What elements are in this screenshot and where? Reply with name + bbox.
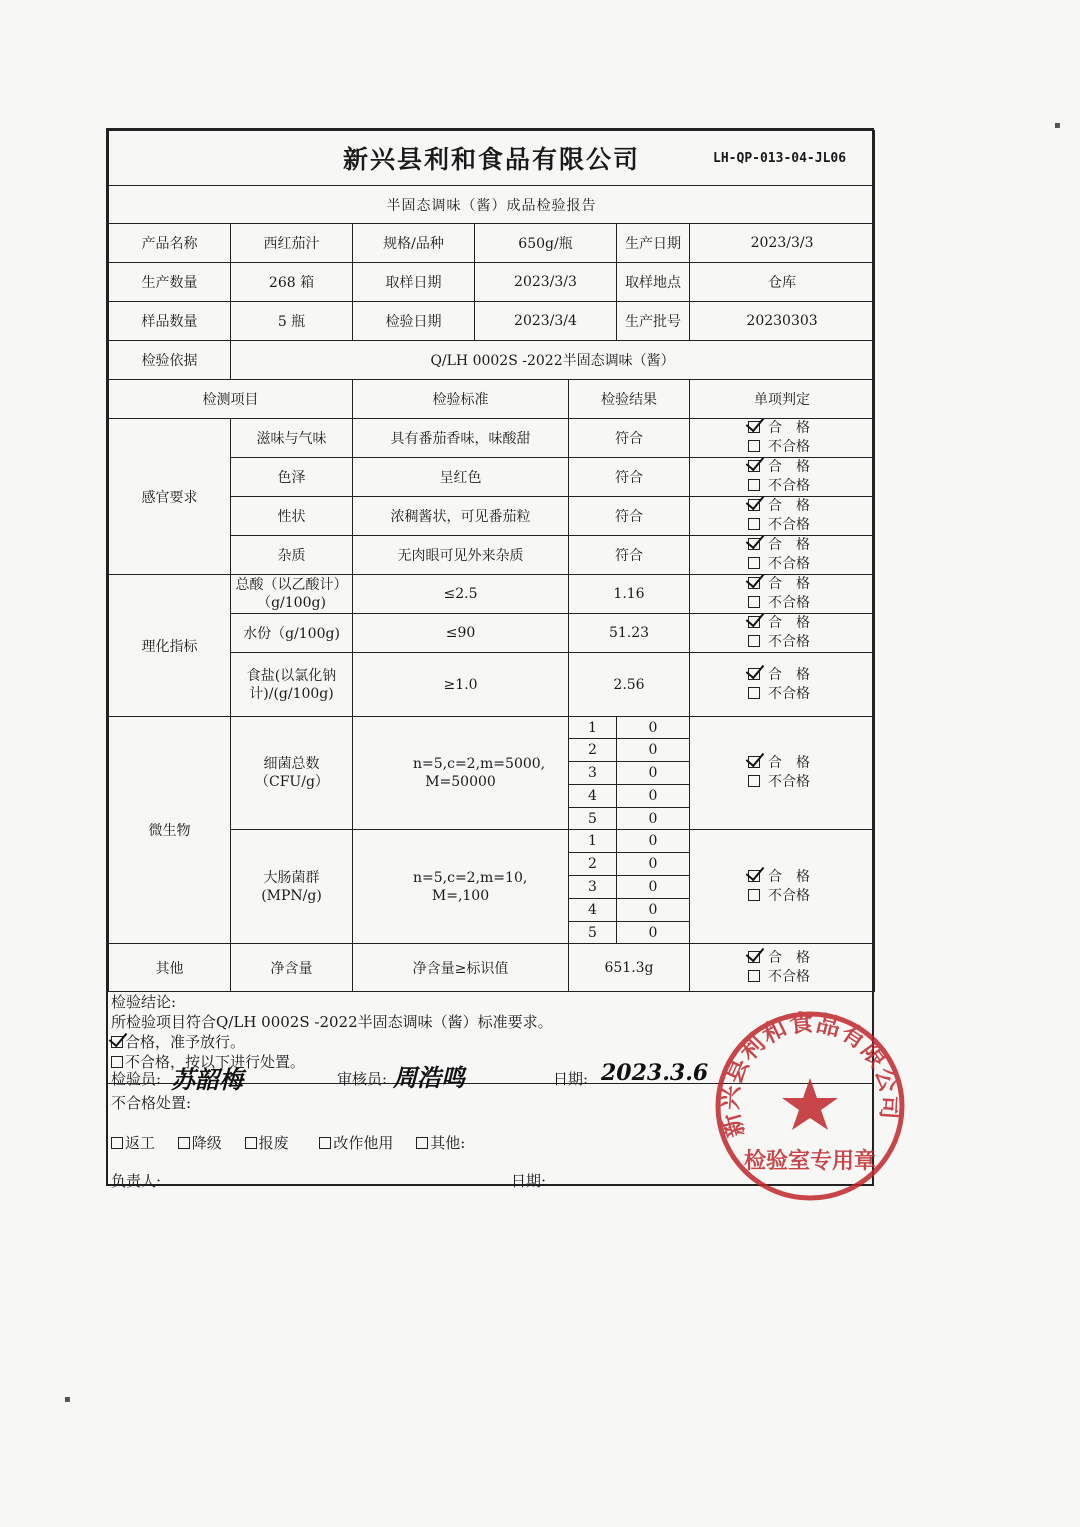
sample-qty-value: 5 瓶 [231,302,353,341]
pass-checkbox[interactable] [748,538,760,550]
judgement-cell [690,717,875,830]
sample-number: 1 [569,830,617,853]
fail-label: 不合格 [768,517,810,533]
col-header-standard: 检验标准 [353,380,569,419]
test-date-value: 2023/3/4 [475,302,617,341]
disposal-label: 不合格处置: [111,1094,192,1112]
sample-value: 0 [617,876,690,899]
inspector-signature: 苏韶梅 [171,1065,243,1094]
judgement-cell [690,614,875,653]
table-row-standard: n=5,c=2,m=10, M=,100 [353,830,569,944]
basis-value: Q/LH 0002S -2022半固态调味（酱） [231,341,875,380]
company-header [109,131,875,186]
fail-label: 不合格 [768,556,810,572]
table-row-result: 符合 [569,536,690,575]
table-row-standard: n=5,c=2,m=5000, M=50000 [353,717,569,830]
test-date-label: 检验日期 [353,302,475,341]
pass-checkbox[interactable] [748,668,760,680]
signed-date: 2023.3.6 [601,1060,709,1086]
judgement-cell [690,497,875,536]
sample-value: 0 [617,808,690,830]
table-row-result: 51.23 [569,614,690,653]
repurpose-label: 改作他用 [333,1134,394,1152]
sample-place-label: 取样地点 [617,263,690,302]
sample-value: 0 [617,830,690,853]
fail-label: 不合格 [768,478,810,494]
pass-checkbox[interactable] [748,421,760,433]
company-name: 新兴县利和食品有限公司 [343,145,641,174]
table-row-item: 净含量 [231,944,353,992]
fail-checkbox[interactable] [748,635,760,647]
table-row-result: 符合 [569,497,690,536]
sample-number: 3 [569,876,617,899]
table-row-item: 杂质 [231,536,353,575]
conclusion-fail-checkbox[interactable] [111,1056,123,1068]
sample-qty-label: 样品数量 [109,302,231,341]
sample-value: 0 [617,922,690,944]
scrap-checkbox[interactable] [245,1137,257,1149]
rework-label: 返工 [125,1134,156,1152]
table-row-standard: ≤2.5 [353,575,569,614]
inspection-seal-stamp [712,1008,908,1204]
sample-number: 4 [569,785,617,808]
sample-number: 5 [569,808,617,830]
fail-label: 不合格 [768,439,810,455]
pass-label: 合 格 [768,868,810,885]
fail-label: 不合格 [768,774,810,790]
fail-label: 不合格 [768,685,810,702]
scan-speck: ▪ [1054,120,1061,131]
col-header-result: 检验结果 [569,380,690,419]
production-date-label: 生产日期 [617,224,690,263]
micro-group-label: 微生物 [109,717,231,944]
table-row-standard: 具有番茄香味，味酸甜 [353,419,569,458]
pass-label: 合 格 [768,949,810,966]
seal-ring-text: 新兴县利和食品有限公司 [714,1008,906,1141]
table-row-result: 2.56 [569,653,690,717]
sample-place-value: 仓库 [690,263,875,302]
physchem-group-label: 理化指标 [109,575,231,717]
judgement-cell [690,653,875,717]
fail-checkbox[interactable] [748,479,760,491]
judgement-cell [690,944,875,992]
fail-label: 不合格 [768,887,810,904]
report-table [108,130,875,992]
basis-label: 检验依据 [109,341,231,380]
table-row-standard: 净含量≥标识值 [353,944,569,992]
conclusion-fail-label: 不合格，按以下进行处置。 [125,1053,306,1071]
seal-bottom-text: 检验室专用章 [743,1148,877,1174]
other-group-label: 其他 [109,944,231,992]
downgrade-label: 降级 [191,1134,222,1152]
pass-label: 合 格 [768,576,810,592]
sample-value: 0 [617,762,690,785]
product-name-label: 产品名称 [109,224,231,263]
table-row-standard: 浓稠酱状，可见番茄粒 [353,497,569,536]
table-row-item: 总酸（以乙酸计）（g/100g) [231,575,353,614]
col-header-judgement: 单项判定 [690,380,875,419]
fail-checkbox[interactable] [748,970,760,982]
table-row-item: 性状 [231,497,353,536]
inspector-label: 检验员: [111,1070,162,1088]
table-row-item: 滋味与气味 [231,419,353,458]
pass-label: 合 格 [768,498,810,514]
fail-checkbox[interactable] [748,440,760,452]
pass-label: 合 格 [768,459,810,475]
sample-number: 1 [569,717,617,739]
fail-checkbox[interactable] [748,557,760,569]
sample-date-label: 取样日期 [353,263,475,302]
other-checkbox[interactable] [416,1137,428,1149]
sample-value: 0 [617,785,690,808]
sample-value: 0 [617,739,690,762]
svg-text:新兴县利和食品有限公司 [714,1008,905,1141]
quantity-label: 生产数量 [109,263,231,302]
table-row-item: 食盐(以氯化钠计)/(g/100g) [231,653,353,717]
pass-checkbox[interactable] [748,951,760,963]
pass-label: 合 格 [768,420,810,436]
pass-label: 合 格 [768,755,810,771]
production-date-value: 2023/3/3 [690,224,875,263]
sample-value: 0 [617,853,690,876]
pass-checkbox[interactable] [748,577,760,589]
table-row-item: 细菌总数（CFU/g） [231,717,353,830]
fail-checkbox[interactable] [748,889,760,901]
conclusion-label: 检验结论: [111,993,177,1011]
reviewer-label: 审核员: [337,1070,388,1088]
fail-checkbox[interactable] [748,775,760,787]
judgement-cell [690,458,875,497]
pass-checkbox[interactable] [748,499,760,511]
col-header-item: 检测项目 [109,380,353,419]
sample-value: 0 [617,717,690,739]
sample-number: 3 [569,762,617,785]
quantity-value: 268 箱 [231,263,353,302]
scrap-label: 报废 [258,1134,289,1152]
pass-checkbox[interactable] [748,460,760,472]
judgement-cell [690,419,875,458]
table-row-result: 符合 [569,419,690,458]
table-row-item: 水份（g/100g) [231,614,353,653]
report-title: 半固态调味（酱）成品检验报告 [109,186,875,224]
fail-label: 不合格 [768,595,810,611]
sample-number: 4 [569,899,617,922]
sample-number: 2 [569,739,617,762]
batch-value: 20230303 [690,302,875,341]
fail-label: 不合格 [768,634,810,650]
pass-checkbox[interactable] [748,870,760,882]
sensory-group-label: 感官要求 [109,419,231,575]
other-option-label: 其他: [430,1134,466,1152]
date-label: 日期: [553,1070,589,1088]
table-row-result: 651.3g [569,944,690,992]
product-name-value: 西红茄汁 [231,224,353,263]
table-row-item: 大肠菌群 (MPN/g) [231,830,353,944]
disposal-options [111,1132,465,1153]
seal-star-icon [782,1078,838,1130]
owner-label: 负责人: [111,1172,162,1190]
judgement-cell [690,536,875,575]
table-row-standard: ≥1.0 [353,653,569,717]
conclusion-pass-label: 合格，准予放行。 [125,1033,246,1051]
table-row-standard: 无肉眼可见外来杂质 [353,536,569,575]
table-row-item: 色泽 [231,458,353,497]
pass-label: 合 格 [768,537,810,553]
spec-value: 650g/瓶 [475,224,617,263]
sample-value: 0 [617,899,690,922]
sample-number: 5 [569,922,617,944]
scan-speck: ▪ [64,1394,71,1405]
rework-checkbox[interactable] [111,1137,123,1149]
sample-number: 2 [569,853,617,876]
fail-checkbox[interactable] [748,596,760,608]
sample-date-value: 2023/3/3 [475,263,617,302]
conclusion-pass-checkbox[interactable] [111,1036,123,1048]
fail-checkbox[interactable] [748,687,760,699]
document-code: LH-QP-013-04-JL06 [713,151,847,166]
judgement-cell [690,830,875,944]
pass-checkbox[interactable] [748,756,760,768]
spec-label: 规格/品种 [353,224,475,263]
table-row-standard: 呈红色 [353,458,569,497]
table-row-result: 1.16 [569,575,690,614]
pass-label: 合 格 [768,615,810,631]
conclusion-text: 所检验项目符合Q/LH 0002S -2022半固态调味（酱）标准要求。 [111,1013,553,1031]
fail-checkbox[interactable] [748,518,760,530]
batch-label: 生产批号 [617,302,690,341]
table-row-standard: ≤90 [353,614,569,653]
pass-checkbox[interactable] [748,616,760,628]
judgement-cell [690,575,875,614]
table-row-result: 符合 [569,458,690,497]
pass-label: 合 格 [768,666,810,683]
fail-label: 不合格 [768,968,810,985]
repurpose-checkbox[interactable] [319,1137,331,1149]
downgrade-checkbox[interactable] [178,1137,190,1149]
reviewer-signature: 周浩鸣 [393,1063,465,1092]
disposal-date-label: 日期: [511,1172,547,1190]
